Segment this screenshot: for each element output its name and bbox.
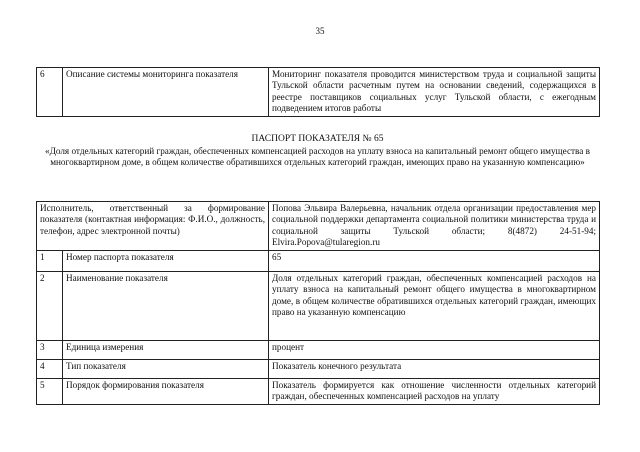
row-value: 65 bbox=[269, 251, 600, 272]
row-label: Тип показателя bbox=[63, 360, 269, 379]
executor-label: Исполнитель, ответственный за формирование показателя (контактная информация: Ф.И.О., должность, телефон, адрес электронной почты) bbox=[37, 202, 269, 251]
table-row bbox=[37, 272, 600, 341]
table-row bbox=[37, 251, 600, 272]
row-number: 2 bbox=[37, 272, 63, 341]
row-number: 6 bbox=[37, 68, 63, 117]
row-number: 3 bbox=[37, 341, 63, 360]
row-value: Показатель конечного результата bbox=[269, 360, 600, 379]
table-row bbox=[37, 341, 600, 360]
table-row bbox=[37, 360, 600, 379]
passport-title: ПАСПОРТ ПОКАЗАТЕЛЯ № 65 bbox=[251, 134, 384, 144]
table-row bbox=[37, 68, 600, 117]
page-number: 35 bbox=[315, 26, 325, 36]
row-label: Наименование показателя bbox=[63, 272, 269, 341]
row-label: Номер паспорта показателя bbox=[63, 251, 269, 272]
executor-value: Попова Эльвира Валерьевна, начальник отдела организации предоставления мер социальной поддержки департамента социальной политики министерства труда и социальной защиты Тульской области; 8(4872) 24-51-94; Elvira.Popova@tularegion.ru bbox=[269, 202, 600, 251]
monitoring-table bbox=[36, 67, 600, 117]
passport-subtitle: «Доля отдельных категорий граждан, обеспеченных компенсацией расходов на уплату взноса на капитальный ремонт общего имущества в многоквартирном доме, в общем количестве обратившихся отдельных категорий граждан, имеющих право на указанную компенсацию» bbox=[45, 146, 590, 168]
row-value: Доля отдельных категорий граждан, обеспеченных компенсацией расходов на уплату взноса на капитальный ремонт общего имущества в многоквартирном доме, в общем количестве обратившихся отдельных категорий граждан, имеющих право на указанную компенсацию bbox=[269, 272, 600, 341]
row-label: Порядок формирования показателя bbox=[63, 379, 269, 405]
table-row bbox=[37, 379, 600, 405]
row-number: 1 bbox=[37, 251, 63, 272]
row-value: процент bbox=[269, 341, 600, 360]
executor-row bbox=[37, 202, 600, 251]
row-value: Показатель формируется как отношение численности отдельных категорий граждан, обеспеченных компенсацией расходов на уплату bbox=[269, 379, 600, 405]
row-number: 5 bbox=[37, 379, 63, 405]
row-value: Мониторинг показателя проводится министерством труда и социальной защиты Тульской области расчетным путем на основании сведений, содержащихся в реестре поставщиков социальных услуг Тульской области, с ежегодным подведением итогов работы bbox=[269, 68, 600, 117]
row-label: Описание системы мониторинга показателя bbox=[63, 68, 269, 117]
row-label: Единица измерения bbox=[63, 341, 269, 360]
row-number: 4 bbox=[37, 360, 63, 379]
passport-table bbox=[36, 201, 600, 405]
